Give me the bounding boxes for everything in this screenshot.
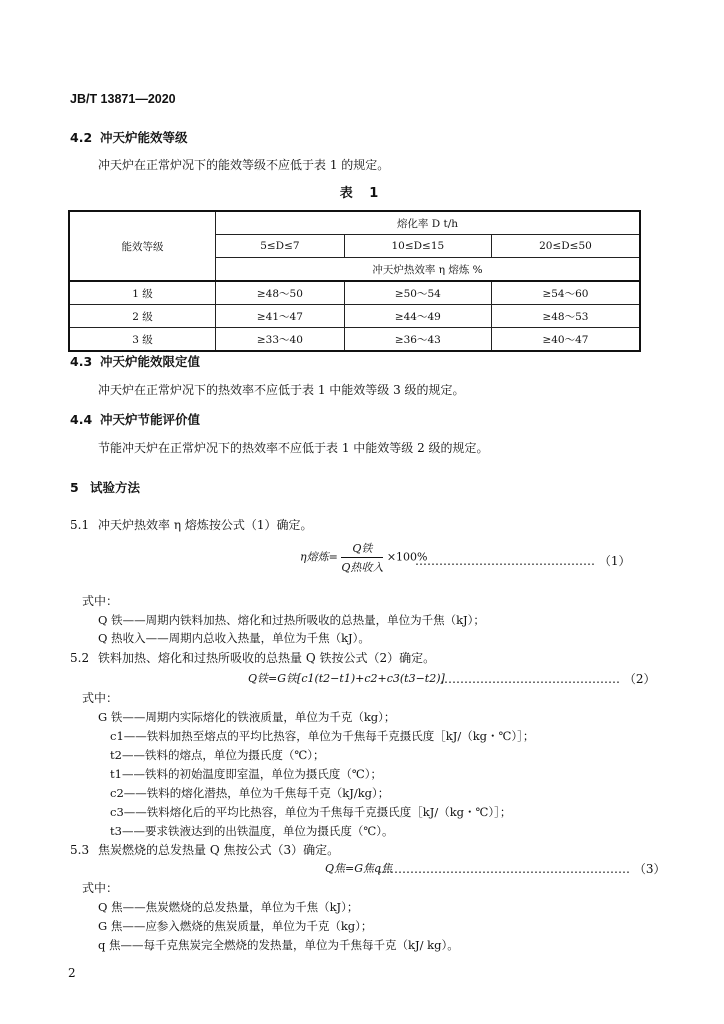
variable-definition: c3——铁料熔化后的平均比热容，单位为千焦每千克摄氏度［kJ/（kg・℃）］； xyxy=(110,805,512,819)
equation-number-1: ……………………………………… （1） xyxy=(415,554,631,568)
variable-definition: t2——铁料的熔点，单位为摄氏度（℃）； xyxy=(110,748,325,762)
variable-definition: G 焦——应参入燃烧的焦炭质量，单位为千克（kg）； xyxy=(98,919,373,933)
formula-lhs: η熔炼= xyxy=(300,550,338,564)
value-cell: ≥41～47 xyxy=(216,305,345,328)
variable-definition: Q 热收入——周期内总收入热量，单位为千焦（kJ）。 xyxy=(98,631,370,645)
value-cell: ≥33～40 xyxy=(216,328,345,352)
section-number: 4.3 xyxy=(70,354,93,369)
value-cell: ≥50～54 xyxy=(344,281,491,305)
section-title: 冲天炉能效等级 xyxy=(100,130,188,145)
equation-number-2: ……………………………………… （2） xyxy=(440,672,656,686)
value-cell: ≥54～60 xyxy=(491,281,640,305)
formula-2: Q铁=G铁[c1(t2−t1)+c2+c3(t3−t2)] xyxy=(248,672,445,685)
paragraph-4-3: 冲天炉在正常炉况下的热效率不应低于表 1 中能效等级 3 级的规定。 xyxy=(98,383,465,397)
formula-1 xyxy=(300,540,428,575)
heading-4-4 xyxy=(70,410,200,428)
section-title: 试验方法 xyxy=(90,480,141,495)
where-label: 式中： xyxy=(82,691,119,705)
variable-definition: t1——铁料的初始温度即室温，单位为摄氏度（℃）； xyxy=(110,767,383,781)
grade-column-header: 能效等级 xyxy=(69,211,216,281)
where-label: 式中： xyxy=(82,881,119,895)
fraction xyxy=(341,540,383,575)
value-cell: ≥36～43 xyxy=(344,328,491,352)
paragraph-4-2: 冲天炉在正常炉况下的能效等级不应低于表 1 的规定。 xyxy=(98,158,390,172)
section-number: 4.2 xyxy=(70,130,93,145)
value-cell: ≥44～49 xyxy=(344,305,491,328)
variable-definition: c1——铁料加热至熔点的平均比热容，单位为千焦每千克摄氏度［kJ/（kg・℃）］； xyxy=(110,729,535,743)
table-caption: 表 1 xyxy=(339,186,385,201)
paragraph-5-2 xyxy=(70,649,435,666)
section-number: 5.3 xyxy=(70,843,90,857)
standard-number: JB/T 13871—2020 xyxy=(70,92,176,106)
value-cell: ≥48～50 xyxy=(216,281,345,305)
value-cell: ≥48～53 xyxy=(491,305,640,328)
heading-4-2 xyxy=(70,128,188,146)
variable-definition: G 铁——周期内实际熔化的铁液质量，单位为千克（kg）； xyxy=(98,710,396,724)
clause-text: 冲天炉热效率 η 熔炼按公式（1）确定。 xyxy=(98,518,313,532)
section-number: 5 xyxy=(70,480,79,495)
melt-rate-header: 熔化率 D t/h xyxy=(216,211,641,235)
paragraph-4-4: 节能冲天炉在正常炉况下的热效率不应低于表 1 中能效等级 2 级的规定。 xyxy=(98,441,489,455)
formula-rhs: ×100% xyxy=(386,550,428,564)
section-number: 5.2 xyxy=(70,651,90,665)
range-header: 10≤D≤15 xyxy=(344,235,491,258)
where-label: 式中： xyxy=(82,594,119,608)
variable-definition: q 焦——每千克焦炭完全燃烧的发热量，单位为千焦每千克（kJ/ kg）。 xyxy=(98,938,459,952)
variable-definition: c2——铁料的熔化潜热，单位为千焦每千克（kJ/kg）； xyxy=(110,786,390,800)
section-number: 5.1 xyxy=(70,518,90,532)
range-header: 20≤D≤50 xyxy=(491,235,640,258)
grade-cell: 2 级 xyxy=(69,305,216,328)
formula-3: Q焦=G焦q焦 xyxy=(325,862,393,875)
range-header: 5≤D≤7 xyxy=(216,235,345,258)
equation-number-3: ……………………………………………………… （3） xyxy=(378,862,666,876)
variable-definition: Q 焦——焦炭燃烧的总发热量，单位为千焦（kJ）； xyxy=(98,900,359,914)
section-number: 4.4 xyxy=(70,412,93,427)
numerator: Q铁 xyxy=(341,540,383,558)
paragraph-5-3 xyxy=(70,841,339,858)
heading-5 xyxy=(70,478,140,496)
clause-text: 铁料加热、熔化和过热所吸收的总热量 Q 铁按公式（2）确定。 xyxy=(98,651,436,665)
paragraph-5-1 xyxy=(70,516,312,533)
variable-definition: t3——要求铁液达到的出铁温度，单位为摄氏度（℃）。 xyxy=(110,824,394,838)
page-number: 2 xyxy=(68,966,76,980)
grade-cell: 1 级 xyxy=(69,281,216,305)
clause-text: 焦炭燃烧的总发热量 Q 焦按公式（3）确定。 xyxy=(98,843,340,857)
efficiency-grade-table xyxy=(68,210,641,352)
variable-definition: Q 铁——周期内铁料加热、熔化和过热所吸收的总热量，单位为千焦（kJ）； xyxy=(98,613,485,627)
heading-4-3 xyxy=(70,352,200,370)
grade-cell: 3 级 xyxy=(69,328,216,352)
value-cell: ≥40～47 xyxy=(491,328,640,352)
section-title: 冲天炉能效限定值 xyxy=(100,354,201,369)
denominator: Q热收入 xyxy=(341,561,384,574)
efficiency-header: 冲天炉热效率 η 熔炼 % xyxy=(216,258,641,282)
section-title: 冲天炉节能评价值 xyxy=(100,412,201,427)
